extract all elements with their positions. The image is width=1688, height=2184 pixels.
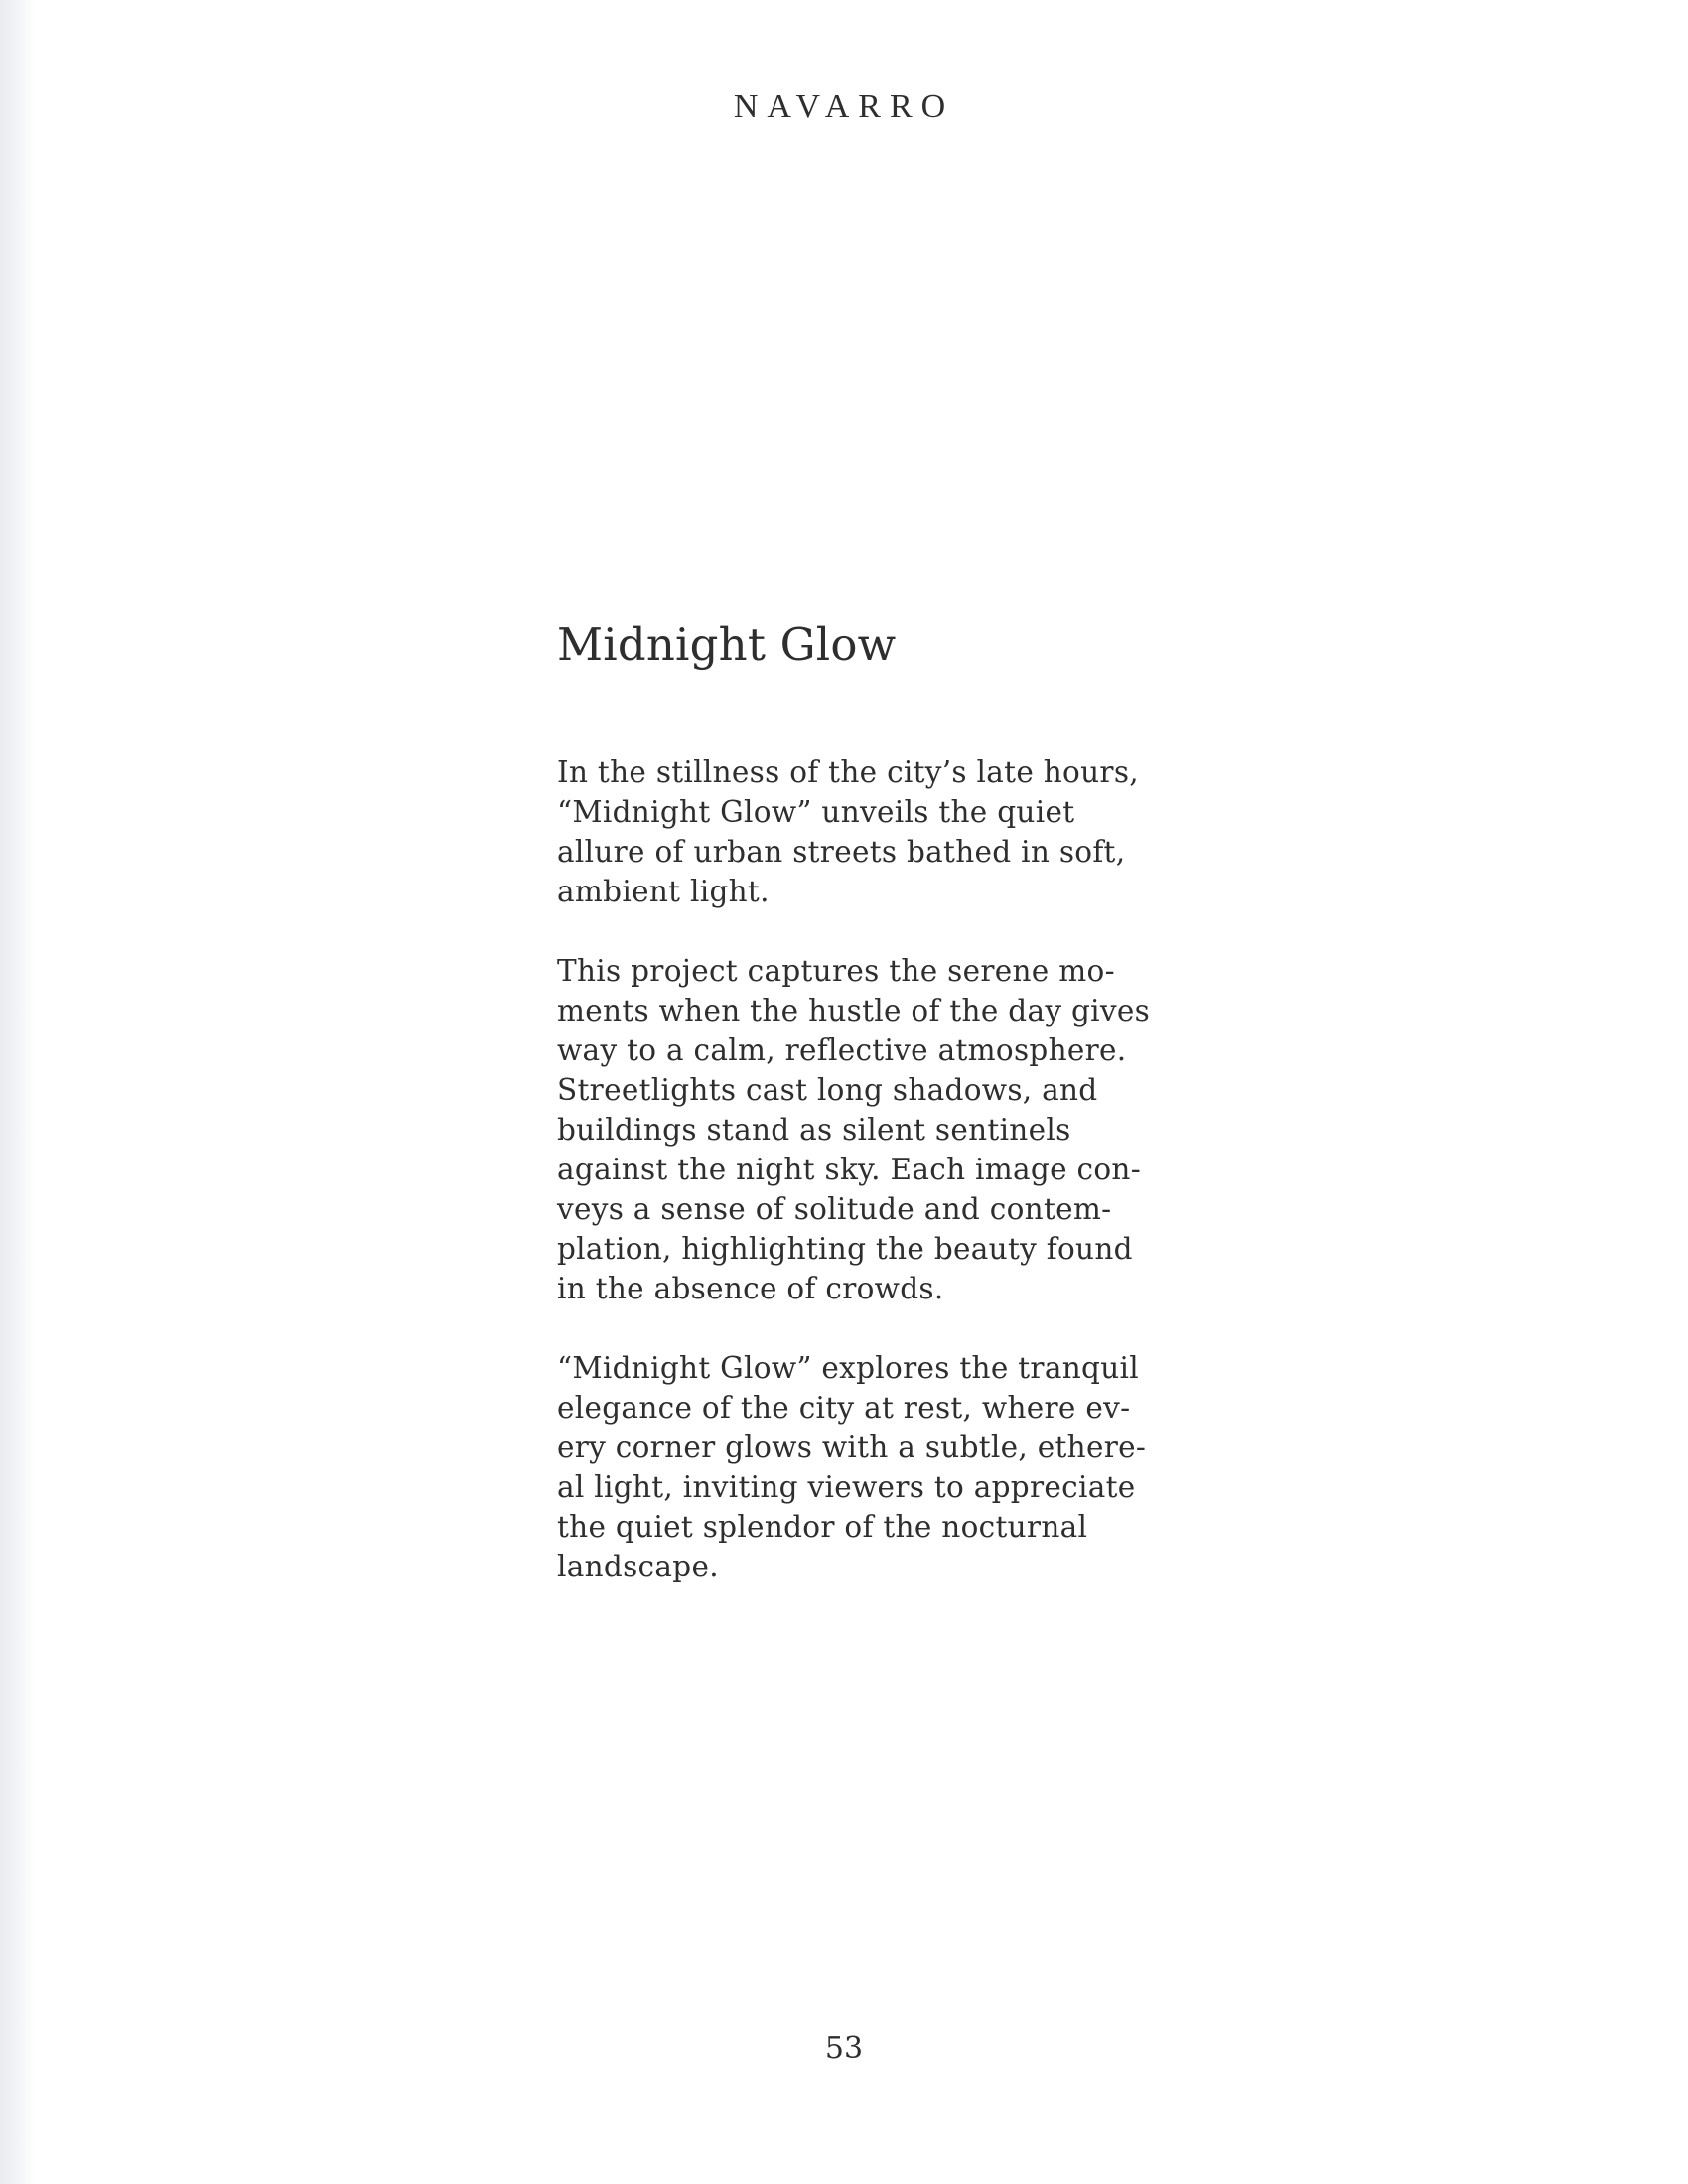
text-line: elegance of the city at rest, where ev- — [557, 1391, 1131, 1425]
paragraph-2 — [557, 951, 1153, 1308]
text-line: This project captures the serene mo- — [557, 954, 1115, 988]
page-edge-shadow — [0, 0, 34, 2184]
text-line: buildings stand as silent sentinels — [557, 1113, 1071, 1147]
text-line: ery corner glows with a subtle, ethere- — [557, 1431, 1147, 1464]
text-line: veys a sense of solitude and contem- — [557, 1192, 1112, 1226]
text-line: “Midnight Glow” unveils the quiet — [557, 795, 1075, 829]
text-line: in the absence of crowds. — [557, 1272, 944, 1305]
text-line: ambient light. — [557, 875, 770, 908]
text-line: landscape. — [557, 1550, 719, 1583]
text-line: the quiet splendor of the nocturnal — [557, 1510, 1088, 1544]
article-body — [557, 752, 1153, 1586]
text-line: In the stillness of the city’s late hours, — [557, 755, 1139, 789]
text-line: plation, highlighting the beauty found — [557, 1232, 1133, 1266]
text-line: al light, inviting viewers to appreciate — [557, 1470, 1136, 1504]
paragraph-3 — [557, 1348, 1153, 1586]
text-line: ments when the hustle of the day gives — [557, 994, 1151, 1027]
page-number: 53 — [824, 2031, 864, 2066]
text-line: allure of urban streets bathed in soft, — [557, 835, 1126, 869]
text-line: way to a calm, reflective atmosphere. — [557, 1033, 1127, 1067]
text-line: “Midnight Glow” explores the tranquil — [557, 1351, 1139, 1385]
article — [557, 615, 1153, 1626]
text-line: Streetlights cast long shadows, and — [557, 1073, 1098, 1107]
article-title: Midnight Glow — [557, 618, 897, 671]
running-header: NAVARRO — [733, 88, 955, 125]
text-line: against the night sky. Each image con- — [557, 1153, 1142, 1186]
paragraph-1 — [557, 752, 1153, 911]
